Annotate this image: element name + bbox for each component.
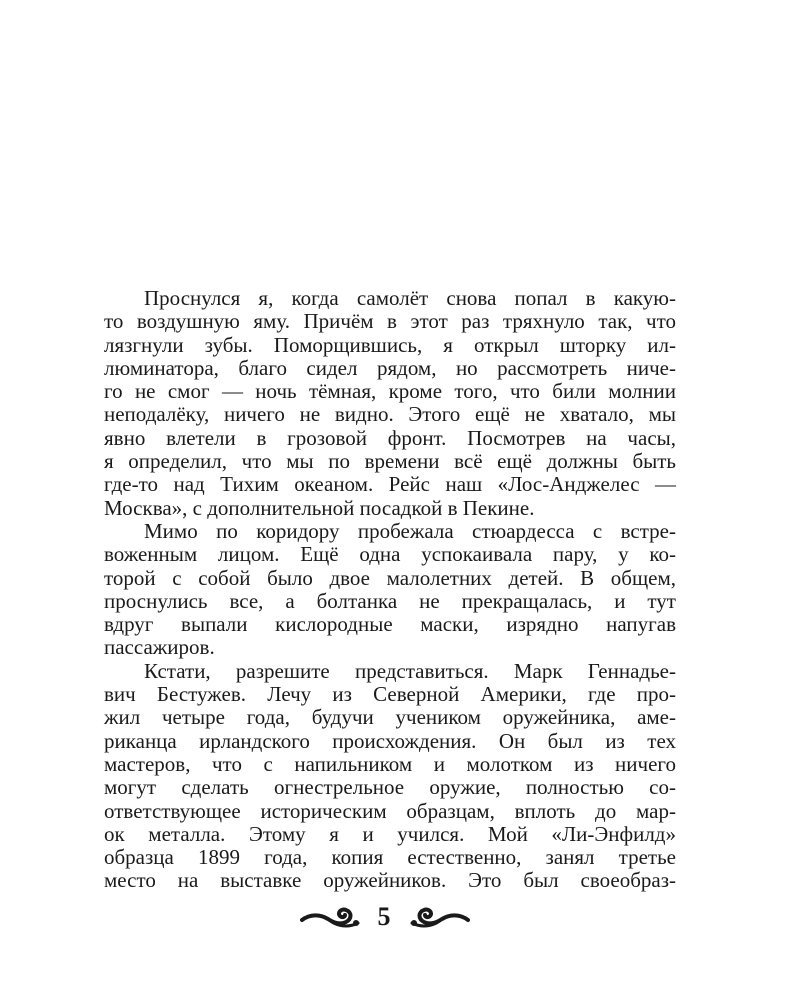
text-line: место на выставке оружейников. Это был своеобраз- bbox=[104, 868, 676, 893]
text-line: Москва», с дополнительной посадкой в Пекине. bbox=[104, 495, 535, 520]
page-number: 5 bbox=[377, 902, 391, 931]
text-line: неподалёку, ничего не видно. Этого ещё не хватало, мы bbox=[104, 402, 676, 427]
text-line: жил четыре года, будучи учеником оружейника, аме- bbox=[104, 705, 676, 730]
text-line: то воздушную яму. Причём в этот раз тряхнуло так, что bbox=[104, 309, 676, 334]
text-line: проснулись все, а болтанка не прекращалась, и тут bbox=[104, 588, 676, 613]
text-line: Кстати, разрешите представиться. Марк Геннадье- bbox=[144, 658, 676, 683]
text-line: я определил, что мы по времени всё ещё должны быть bbox=[104, 449, 676, 474]
text-line: го не смог — ночь тёмная, кроме того, что били молнии bbox=[104, 379, 676, 404]
text-line: Проснулся я, когда самолёт снова попал в какую- bbox=[144, 286, 676, 310]
text-line: торой с собой было двое малолетних детей. В общем, bbox=[104, 565, 676, 590]
text-line: мастеров, что с напильником и молотком из ничего bbox=[104, 751, 676, 776]
paragraph-1 bbox=[104, 287, 676, 520]
text-line: Мимо по коридору пробежала стюардесса с встре- bbox=[144, 518, 676, 543]
text-line: явно влетели в грозовой фронт. Посмотрев на часы, bbox=[104, 425, 676, 450]
text-line: риканца ирландского происхождения. Он был из тех bbox=[104, 728, 676, 753]
text-line: образца 1899 года, копия естественно, занял третье bbox=[104, 845, 676, 870]
text-line: люминатора, благо сидел рядом, но рассмотреть ниче- bbox=[104, 355, 676, 380]
page-text bbox=[104, 287, 676, 893]
text-line: ответствующее историческим образцам, вплоть до мар- bbox=[104, 798, 676, 823]
text-line: пассажиров. bbox=[104, 635, 215, 660]
page-footer bbox=[0, 897, 800, 941]
text-line: вдруг выпали кислородные маски, изрядно напугав bbox=[104, 612, 676, 637]
text-line: воженным лицом. Ещё одна успокаивала пару, у ко- bbox=[104, 542, 676, 567]
text-line: лязгнули зубы. Поморщившись, я открыл шторку ил- bbox=[104, 332, 676, 357]
swirl-ornament-icon bbox=[408, 905, 470, 931]
text-line: вич Бестужев. Лечу из Северной Америки, где про- bbox=[104, 682, 676, 707]
text-line: где-то над Тихим океаном. Рейс наш «Лос-Анджелес — bbox=[104, 472, 676, 497]
text-line: ок металла. Этому я и учился. Мой «Ли-Энфилд» bbox=[104, 821, 676, 846]
paragraph-3 bbox=[104, 660, 676, 893]
swirl-ornament-icon bbox=[300, 905, 362, 931]
text-line: могут сделать огнестрельное оружие, полностью со- bbox=[104, 775, 676, 800]
paragraph-2 bbox=[104, 520, 676, 660]
